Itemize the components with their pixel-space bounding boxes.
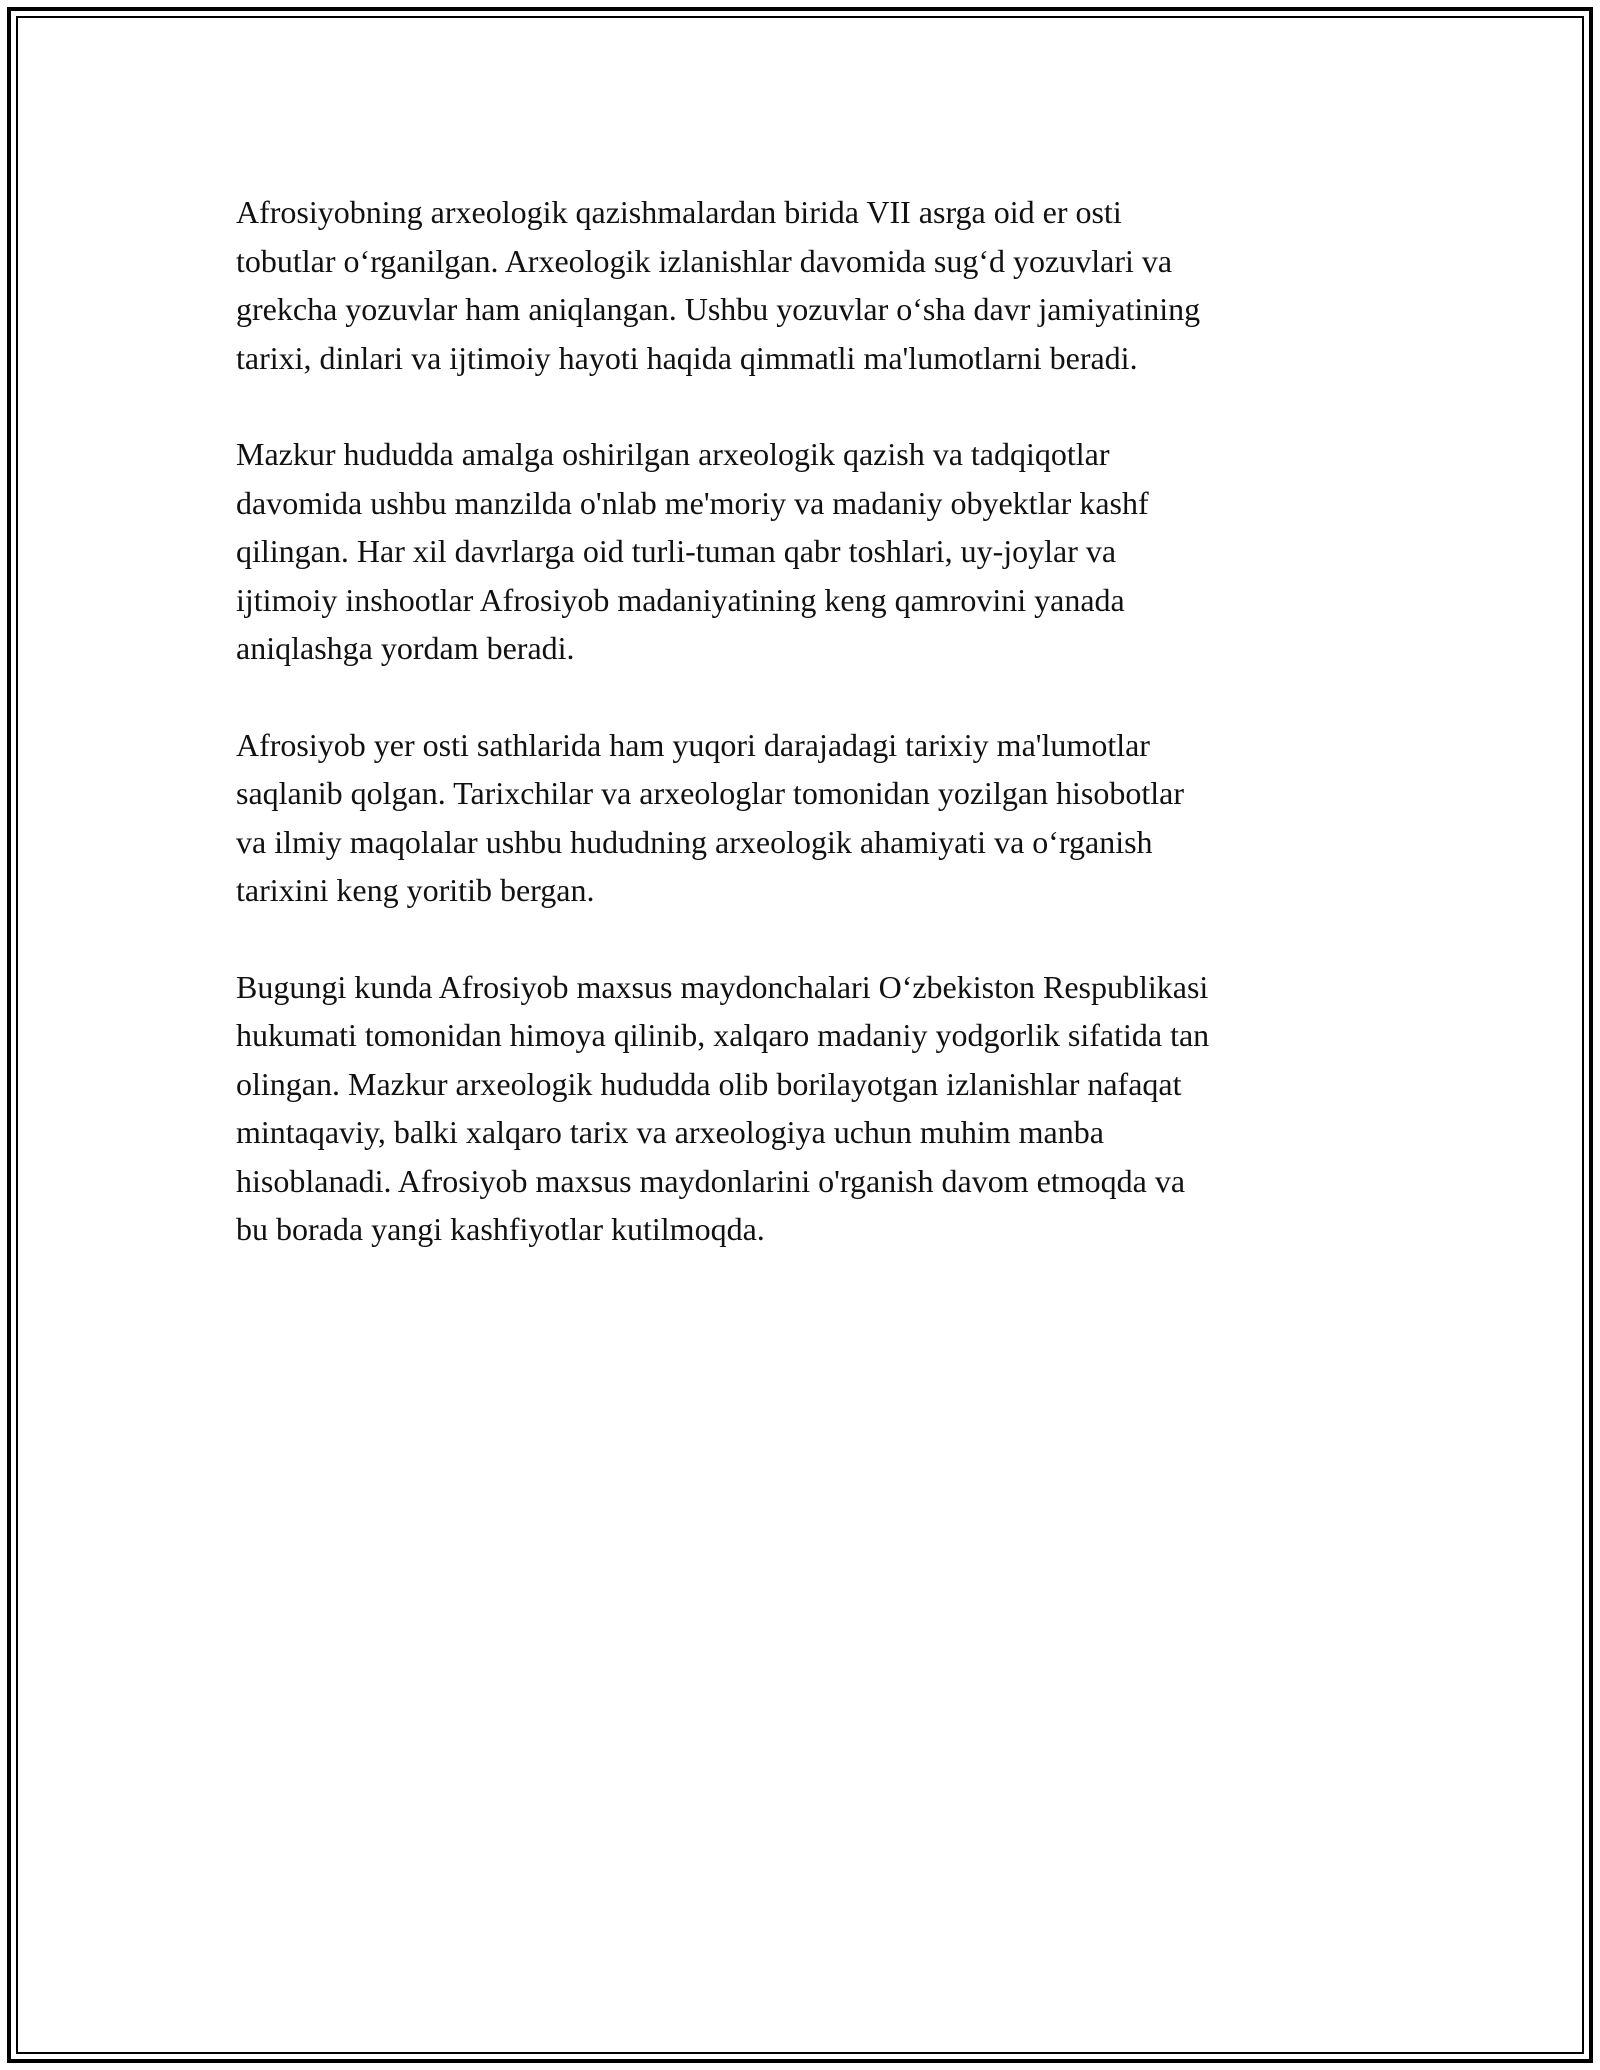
text-line: tarixi, dinlari va ijtimoiy hayoti haqida qimmatli ma'lumotlarni beradi. bbox=[236, 339, 1138, 376]
text-line: hisoblanadi. Afrosiyob maxsus maydonlarini o'rganish davom etmoqda va bbox=[236, 1162, 1186, 1199]
paragraph-3 bbox=[236, 721, 1366, 915]
text-line: bu borada yangi kashfiyotlar kutilmoqda. bbox=[236, 1211, 765, 1247]
text-line: Afrosiyobning arxeologik qazishmalardan birida VII asrga oid er osti bbox=[236, 194, 1122, 230]
text-line: Afrosiyob yer osti sathlarida ham yuqori darajadagi tarixiy ma'lumotlar bbox=[236, 726, 1150, 763]
text-line: tarixini keng yoritib bergan. bbox=[236, 872, 595, 908]
text-line: grekcha yozuvlar ham aniqlangan. Ushbu yozuvlar o‘sha davr jamiyatining bbox=[236, 291, 1201, 327]
text-line: mintaqaviy, balki xalqaro tarix va arxeologiya uchun muhim manba bbox=[236, 1114, 1104, 1150]
text-line: saqlanib qolgan. Tarixchilar va arxeologlar tomonidan yozilgan hisobotlar bbox=[236, 775, 1185, 811]
text-line: Mazkur hududda amalga oshirilgan arxeologik qazish va tadqiqotlar bbox=[236, 436, 1110, 472]
paragraph-4 bbox=[236, 963, 1366, 1254]
document-body bbox=[236, 188, 1366, 1302]
text-line: hukumati tomonidan himoya qilinib, xalqaro madaniy yodgorlik sifatida tan bbox=[236, 1017, 1210, 1053]
text-line: Bugungi kunda Afrosiyob maxsus maydonchalari O‘zbekiston Respublikasi bbox=[236, 968, 1209, 1005]
text-line: ijtimoiy inshootlar Afrosiyob madaniyatining keng qamrovini yanada bbox=[236, 581, 1125, 618]
text-line: tobutlar o‘rganilgan. Arxeologik izlanishlar davomida sug‘d yozuvlari va bbox=[236, 242, 1173, 279]
text-line: qilingan. Har xil davrlarga oid turli-tuman qabr toshlari, uy-joylar va bbox=[236, 533, 1117, 569]
text-line: aniqlashga yordam beradi. bbox=[236, 630, 575, 666]
paragraph-1 bbox=[236, 188, 1366, 382]
paragraph-2 bbox=[236, 430, 1366, 673]
text-line: davomida ushbu manzilda o'nlab me'moriy va madaniy obyektlar kashf bbox=[236, 484, 1149, 521]
text-line: olingan. Mazkur arxeologik hududda olib borilayotgan izlanishlar nafaqat bbox=[236, 1065, 1182, 1102]
text-line: va ilmiy maqolalar ushbu hududning arxeologik ahamiyati va o‘rganish bbox=[236, 823, 1153, 860]
